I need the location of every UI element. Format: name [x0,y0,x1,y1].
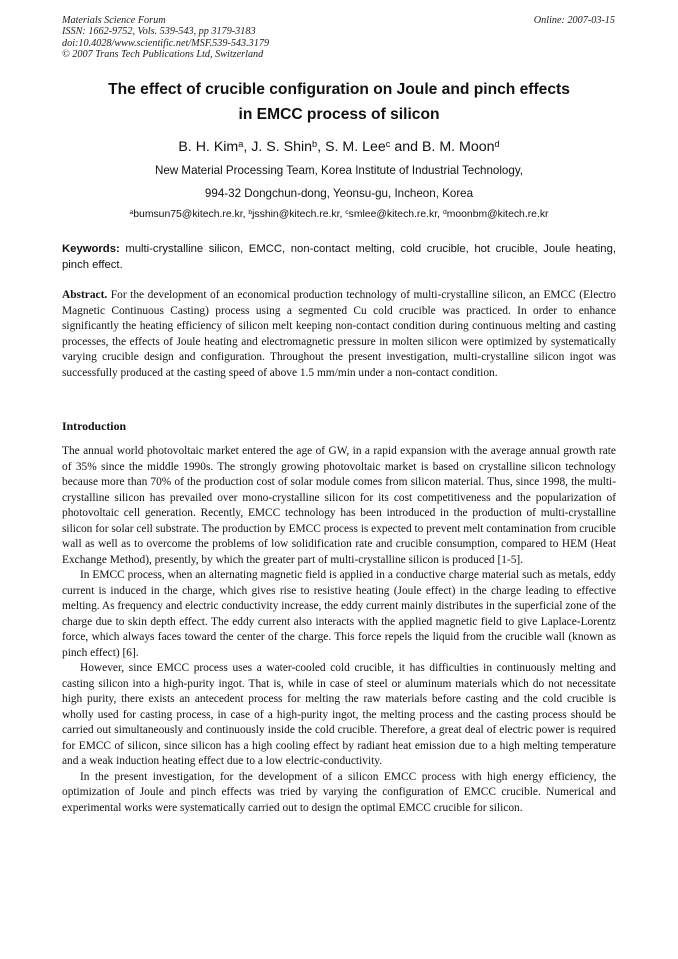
email-address: smlee@kitech.re.kr [348,209,438,220]
email-list [40,207,638,222]
affiliation-line-2: 994-32 Dongchun-dong, Yeonsu-gu, Incheon, Korea [204,187,474,200]
issn-line: ISSN: 1662-9752, Vols. 539-543, pp 3179-3183 [62,26,256,38]
paragraph: The annual world photovoltaic market entered the age of GW, in a rapid expansion with the average annual growth rate of 35% since the middle 1990s. The strongly growing photovoltaic market is based on crystalline silicon technology because more than 70% of the production cost of solar module comes from silicon material. Thus, since 1998, the multi-crystalline silicon has prevailed over mono-crystalline silicon for its cost competitiveness and the popularization of photovoltaic cell generation. Recently, EMCC technology has been introduced in the production of multi-crystalline silicon for solar cell substrate. The production by EMCC process is expected to prevent melt contamination from crucible wall as well as to overcome the problems of low solidification rate and crucible consumption, compared to HEM (Heat Exchange Method), presently, by which the greater part of multi-crystalline silicon is produced [1-5]. [62,445,616,566]
keywords-text: multi-crystalline silicon, EMCC, non-contact melting, cold crucible, hot crucible, Joule heating, pinch effect. [62,243,616,271]
journal-metadata [62,15,269,60]
keywords-block [62,242,616,273]
author [251,139,317,155]
email-separator: , [437,209,443,220]
email-address: bumsun75@kitech.re.kr [133,209,243,220]
author-separator: , [243,139,252,155]
author-name: S. M. Lee [325,139,386,155]
introduction-body [62,444,616,816]
author [178,139,243,155]
paper-title-line-1: The effect of crucible configuration on Joule and pinch effects [108,81,570,98]
journal-name: Materials Science Forum [62,15,166,26]
author-name: J. S. Shin [251,139,313,155]
author-affil-mark: b [312,138,318,149]
online-date: Online: 2007-03-15 [533,15,615,26]
author-affil-mark: c [385,138,391,149]
email-mark: c [345,208,349,216]
affiliation-line-1: New Material Processing Team, Korea Institute of Industrial Technology, [155,164,523,177]
email-mark: d [442,208,447,216]
author-affil-mark: d [494,138,500,149]
abstract-text: For the development of an economical production technology of multi-crystalline silicon, an EMCC (Electro Magnetic Continuous Casting) process using a segmented Cu cold crucible was practiced. In order to enhance significantly the heating efficiency of silicon melt keeping non-contact condition during continuous melting and casting processes, the effects of Joule heating and electromagnetic pressure in molten silicon were optimized by systematically varying crucible design and configuration. Throughout the present investigation, multi-crystalline silicon ingot was successfully produced at the casting speed of above 1.5 mm/min under a non-contact condition. [62,289,616,379]
author-name: B. M. Moon [421,139,495,155]
paragraph: However, since EMCC process uses a water-cooled cold crucible, it has difficulties in continuously melting and casting silicon into a high-purity ingot. That is, while in case of steel or aluminum materials which do not necessitate high purity, there exists an antecedent process for melting the raw materials before casting and the cold crucible is wholly used for casting process, in case of a high-purity ingot, the melting process and the casting process should be carried out simultaneously and continuously inside the cold crucible. Therefore, a great deal of electric power is required for EMCC of silicon, since silicon has a high cooling effect by radiant heat emission due to a high melting temperature and a weak induction heating effect due to a low electric-conductivity. [62,662,616,767]
doi-line: doi:10.4028/www.scientific.net/MSF.539-543.3179 [62,37,270,49]
abstract-label: Abstract. [62,289,108,301]
keywords-label: Keywords: [62,243,120,255]
author-separator: and [390,139,422,155]
author-list [40,137,638,157]
email-separator: , [242,209,249,220]
copyright-line: © 2007 Trans Tech Publications Ltd, Switzerland [62,48,264,60]
email-mark: a [129,208,134,216]
author-name: B. H. Kim [178,139,239,155]
author-separator: , [317,139,326,155]
abstract-block [62,288,616,381]
introduction-heading: Introduction [62,419,127,433]
email-separator: , [339,209,346,220]
author-affil-mark: a [238,138,244,149]
email-mark: b [248,208,253,216]
paragraph: In the present investigation, for the development of a silicon EMCC process with high energy efficiency, the optimization of Joule and pinch effects was tried by varying the configuration of EMCC crucible. Numerical and experimental works were systematically carried out to design the optimal EMCC crucible for silicon. [62,770,616,814]
email-address: jsshin@kitech.re.kr [252,209,340,220]
paper-title-line-2: in EMCC process of silicon [238,106,440,123]
email-address: moonbm@kitech.re.kr [446,209,549,220]
author [325,139,390,155]
paragraph: In EMCC process, when an alternating magnetic field is applied in a conductive charge material such as metals, eddy current is induced in the charge, which gives rise to resistive heating (Joule effect) in the charge leading to effective melting. As frequency and electric conductivity increase, the eddy current mainly distributes in the superficial zone of the charge due to skin depth effect. The eddy current also interacts with the applied magnetic field to give Laplace-Lorentz force, which always faces toward the center of the charge. This force repels the liquid from the crucible wall (known as pinch effect) [6]. [62,569,616,659]
author [422,139,500,155]
